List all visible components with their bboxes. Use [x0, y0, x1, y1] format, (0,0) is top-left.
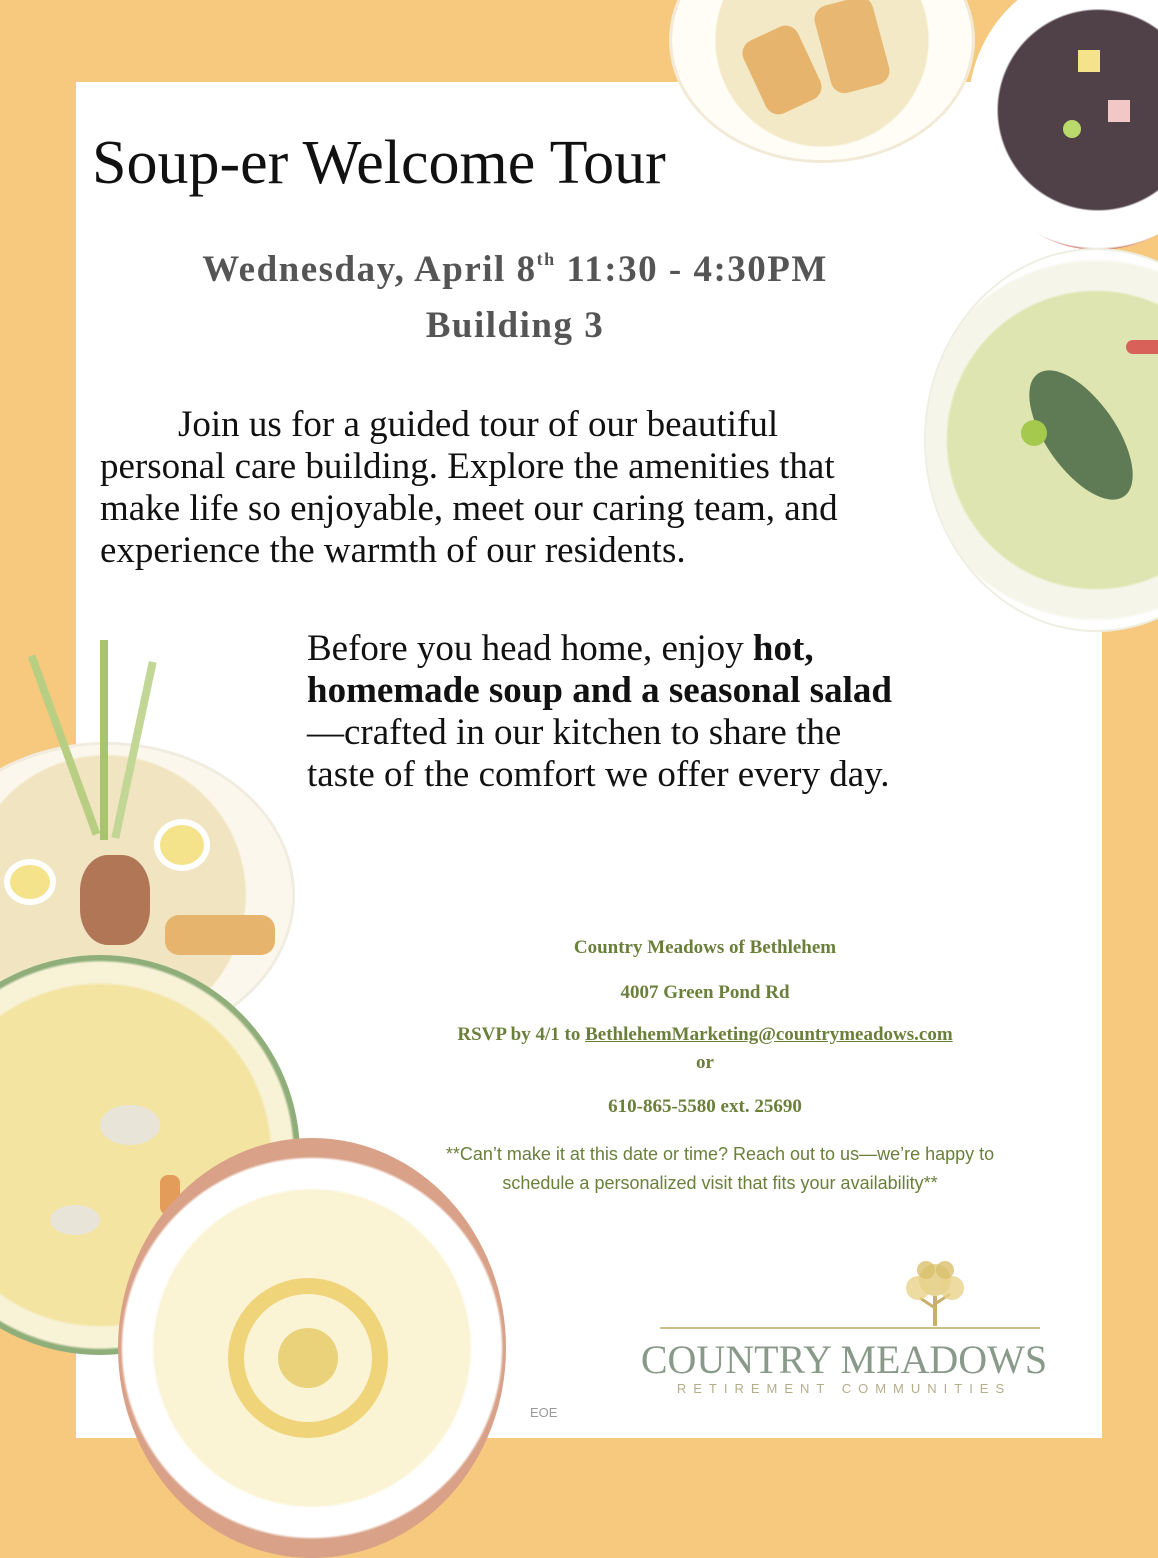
community-address: 4007 Green Pond Rd	[620, 982, 790, 1003]
tree-logo-icon	[900, 1258, 970, 1330]
soup-highlight-text: hot, homemade soup and a seasonal salad	[307, 628, 892, 711]
event-location: Building 3	[425, 305, 605, 346]
logo-wordmark: COUNTRY MEADOWS	[640, 1337, 1048, 1382]
rsvp-prefix: RSVP by 4/1 to	[457, 1024, 586, 1045]
alternate-visit-note: **Can’t make it at this date or time? Reach out to us—we’re happy to schedule a personalized visit that fits your availability**	[445, 1144, 995, 1193]
soup-lead-text: Before you head home, enjoy	[307, 628, 753, 669]
contact-phone: 610-865-5580 ext. 25690	[608, 1096, 802, 1117]
rsvp-email-link[interactable]: BethlehemMarketing@countrymeadows.com	[585, 1024, 953, 1045]
intro-paragraph	[100, 404, 900, 572]
green-onion-illustration	[60, 640, 150, 840]
logo-divider	[660, 1327, 1040, 1329]
logo-tagline: RETIREMENT COMMUNITIES	[676, 1381, 1012, 1396]
intro-text: Join us for a guided tour of our beautiful personal care building. Explore the amenities that make life so enjoyable, meet our caring team, and experience the warmth of our residents.	[100, 404, 838, 571]
soup-tail-text: —crafted in our kitchen to share the taste of the comfort we offer every day.	[307, 712, 890, 795]
flyer-title: Soup-er Welcome Tour	[92, 129, 666, 197]
event-date-time	[100, 248, 930, 291]
event-time: 11:30 - 4:30PM	[555, 249, 828, 290]
contact-or: or	[696, 1052, 714, 1073]
rsvp-line	[380, 1024, 1030, 1046]
community-name: Country Meadows of Bethlehem	[573, 937, 837, 958]
date-ordinal-suffix: th	[536, 249, 556, 269]
corn-chowder-bowl-illustration	[118, 1138, 506, 1558]
soup-paragraph	[307, 628, 907, 796]
event-date: Wednesday, April 8	[202, 249, 537, 290]
eoe-label: EOE	[530, 1405, 558, 1420]
